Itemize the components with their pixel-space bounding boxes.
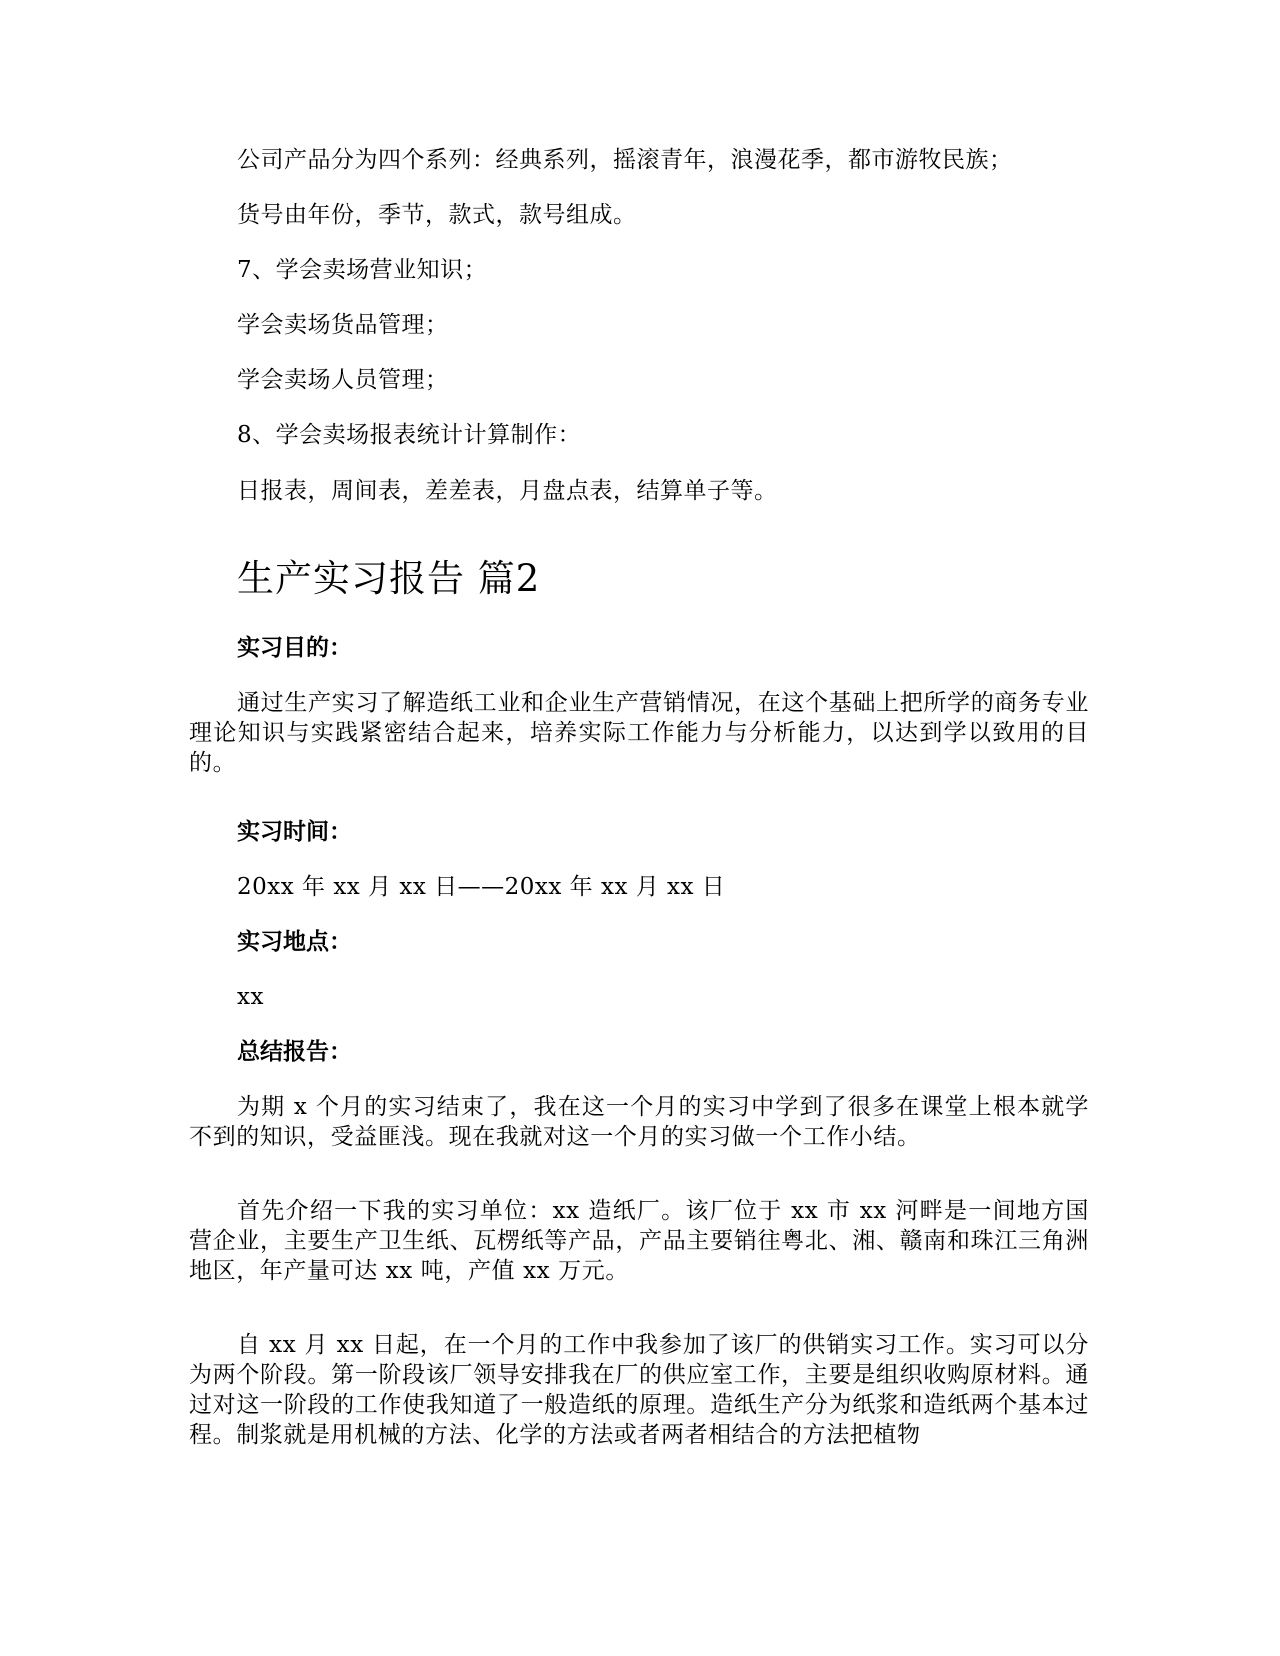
text-line: 货号由年份，季节，款式，款号组成。 — [237, 202, 637, 228]
place-text: xx — [237, 984, 264, 1010]
summary-label: 总结报告： — [237, 1039, 352, 1065]
time-label: 实习时间： — [237, 819, 352, 845]
text-line: 学会卖场人员管理； — [237, 367, 449, 393]
place-label: 实习地点： — [237, 929, 352, 955]
summary-paragraph: 首先介绍一下我的实习单位：xx 造纸厂。该厂位于 xx 市 xx 河畔是一间地方国营企业，主要生产卫生纸、瓦楞纸等产品，产品主要销往粤北、湘、赣南和珠江三角洲地区，年产量可达 xx 吨，产值 xx 万元。 — [189, 1198, 1089, 1284]
text-line: 8、学会卖场报表统计计算制作： — [237, 422, 582, 448]
purpose-label: 实习目的： — [237, 635, 352, 661]
text-line: 7、学会卖场营业知识； — [237, 257, 488, 283]
text-line: 公司产品分为四个系列：经典系列，摇滚青年，浪漫花季，都市游牧民族； — [237, 147, 1013, 173]
summary-paragraph: 为期 x 个月的实习结束了，我在这一个月的实习中学到了很多在课堂上根本就学不到的知识，受益匪浅。现在我就对这一个月的实习做一个工作小结。 — [189, 1094, 1089, 1150]
text-line: 学会卖场货品管理； — [237, 312, 449, 338]
purpose-text: 通过生产实习了解造纸工业和企业生产营销情况，在这个基础上把所学的商务专业理论知识与实践紧密结合起来，培养实际工作能力与分析能力，以达到学以致用的目的。 — [189, 690, 1089, 776]
summary-paragraph: 自 xx 月 xx 日起，在一个月的工作中我参加了该厂的供销实习工作。实习可以分为两个阶段。第一阶段该厂领导安排我在厂的供应室工作，主要是组织收购原材料。通过对这一阶段的工作使我知道了一般造纸的原理。造纸生产分为纸浆和造纸两个基本过程。制浆就是用机械的方法、化学的方法或者两者相结合的方法把植物 — [189, 1332, 1089, 1448]
section-title: 生产实习报告 篇2 — [237, 557, 541, 600]
text-line: 日报表，周间表，差差表，月盘点表，结算单子等。 — [237, 478, 778, 504]
time-text: 20xx 年 xx 月 xx 日——20xx 年 xx 月 xx 日 — [237, 874, 726, 900]
